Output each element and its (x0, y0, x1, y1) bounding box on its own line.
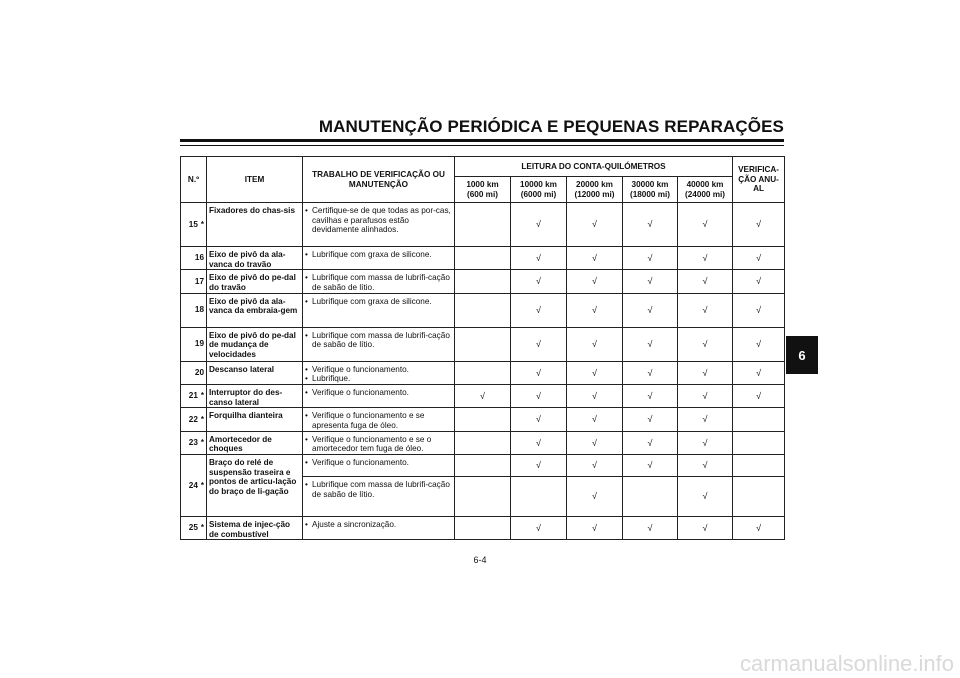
asterisk-marker: * (200, 438, 204, 448)
row-number: 16 (181, 247, 207, 270)
check-cell: √ (678, 477, 733, 517)
check-cell: √ (733, 203, 785, 247)
table-row (181, 517, 785, 540)
check-cell: √ (733, 293, 785, 327)
check-cell: √ (455, 385, 511, 408)
row-item: Sistema de injec-ção de combustível (207, 517, 303, 540)
header-km-col: 10000 km (6000 mi) (511, 177, 567, 203)
table-row (181, 408, 785, 431)
table-row (181, 270, 785, 293)
row-work: • Verifique o funcionamento. (303, 455, 455, 477)
check-cell: √ (623, 431, 678, 454)
row-number: 18 (181, 293, 207, 327)
check-cell: √ (623, 327, 678, 361)
asterisk-marker: * (200, 480, 204, 490)
check-cell: √ (623, 385, 678, 408)
check-cell: √ (623, 408, 678, 431)
check-cell: √ (733, 517, 785, 540)
check-cell: √ (733, 247, 785, 270)
check-cell (733, 455, 785, 477)
header-km-col: 1000 km (600 mi) (455, 177, 511, 203)
check-cell (733, 408, 785, 431)
title-rule-thick (180, 139, 784, 142)
asterisk-marker: * (200, 523, 204, 533)
check-cell: √ (678, 431, 733, 454)
check-cell: √ (678, 361, 733, 384)
row-number: 22 * (181, 408, 207, 431)
row-number: 19 (181, 327, 207, 361)
check-cell: √ (678, 455, 733, 477)
check-cell: √ (511, 293, 567, 327)
header-odometer: LEITURA DO CONTA-QUILÓMETROS (455, 157, 733, 177)
header-km-col: 40000 km (24000 mi) (678, 177, 733, 203)
row-item: Eixo de pivô do pe-dal do travão (207, 270, 303, 293)
check-cell: √ (567, 247, 623, 270)
row-number: 25 * (181, 517, 207, 540)
check-cell (455, 517, 511, 540)
check-cell: √ (623, 247, 678, 270)
check-cell: √ (567, 517, 623, 540)
row-item: Eixo de pivô da ala-vanca da embraia-gem (207, 293, 303, 327)
header-item: ITEM (207, 157, 303, 203)
table-row (181, 431, 785, 454)
check-cell (455, 327, 511, 361)
check-cell (455, 455, 511, 477)
row-number: 17 (181, 270, 207, 293)
footer-watermark: carmanualsonline.info (739, 651, 954, 676)
check-cell: √ (567, 477, 623, 517)
check-cell (455, 431, 511, 454)
check-cell (455, 203, 511, 247)
table-row (181, 293, 785, 327)
asterisk-marker: * (200, 414, 204, 424)
table-body (181, 203, 785, 540)
check-cell: √ (567, 293, 623, 327)
check-cell: √ (511, 431, 567, 454)
check-cell: √ (678, 203, 733, 247)
check-cell (733, 477, 785, 517)
table-row (181, 327, 785, 361)
check-cell: √ (511, 270, 567, 293)
page-title: MANUTENÇÃO PERIÓDICA E PEQUENAS REPARAÇÕES (318, 117, 784, 136)
check-cell: √ (678, 327, 733, 361)
check-cell: √ (567, 270, 623, 293)
header-annual: VERIFICA-ÇÃO ANU-AL (733, 157, 785, 203)
row-item: Braço do relé de suspensão traseira e pontos de articu-lação do braço de li-gação (207, 455, 303, 517)
check-cell: √ (567, 455, 623, 477)
check-cell: √ (567, 385, 623, 408)
row-item: Interruptor do des-canso lateral (207, 385, 303, 408)
header-work: TRABALHO DE VERIFICAÇÃO OU MANUTENÇÃO (303, 157, 455, 203)
row-work: • Lubrifique com massa de lubrifi-cação de sabão de lítio. (303, 270, 455, 293)
check-cell (455, 361, 511, 384)
header-km-col: 20000 km (12000 mi) (567, 177, 623, 203)
row-item: Forquilha dianteira (207, 408, 303, 431)
check-cell (511, 477, 567, 517)
check-cell: √ (678, 517, 733, 540)
row-work: • Lubrifique com graxa de silicone. (303, 247, 455, 270)
row-work: • Verifique o funcionamento. (303, 385, 455, 408)
check-cell: √ (511, 203, 567, 247)
check-cell: √ (623, 361, 678, 384)
check-cell: √ (511, 455, 567, 477)
check-cell: √ (511, 385, 567, 408)
table-row (181, 385, 785, 408)
row-item: Amortecedor de choques (207, 431, 303, 454)
row-number: 15 * (181, 203, 207, 247)
row-item: Descanso lateral (207, 361, 303, 384)
row-work: • Certifique-se de que todas as por-cas, cavilhas e parafusos estão devidamente alinhados. (303, 203, 455, 247)
check-cell (455, 293, 511, 327)
check-cell: √ (623, 270, 678, 293)
check-cell: √ (623, 293, 678, 327)
asterisk-marker: * (200, 391, 204, 401)
table-row (181, 455, 785, 477)
check-cell: √ (733, 327, 785, 361)
maintenance-table (180, 156, 785, 540)
check-cell: √ (567, 408, 623, 431)
check-cell (623, 477, 678, 517)
check-cell (455, 477, 511, 517)
check-cell: √ (511, 517, 567, 540)
check-cell: √ (567, 431, 623, 454)
check-cell: √ (511, 247, 567, 270)
row-number: 21 * (181, 385, 207, 408)
check-cell: √ (623, 517, 678, 540)
check-cell: √ (511, 327, 567, 361)
check-cell: √ (623, 203, 678, 247)
check-cell: √ (511, 408, 567, 431)
check-cell: √ (678, 270, 733, 293)
row-work: • Verifique o funcionamento e se o amortecedor tem fuga de óleo. (303, 431, 455, 454)
check-cell: √ (623, 455, 678, 477)
header-num: N.º (181, 157, 207, 203)
row-item: Eixo de pivô do pe-dal de mudança de velocidades (207, 327, 303, 361)
row-work: • Ajuste a sincronização. (303, 517, 455, 540)
page-number: 6-4 (473, 555, 487, 565)
chapter-tab: 6 (786, 336, 818, 374)
row-work: • Verifique o funcionamento e se apresenta fuga de óleo. (303, 408, 455, 431)
check-cell: √ (567, 361, 623, 384)
check-cell (733, 431, 785, 454)
check-cell: √ (567, 327, 623, 361)
check-cell (455, 270, 511, 293)
check-cell: √ (511, 361, 567, 384)
asterisk-marker: * (200, 219, 204, 229)
table-row (181, 247, 785, 270)
check-cell (455, 408, 511, 431)
row-work: • Lubrifique com massa de lubrifi-cação de sabão de lítio. (303, 327, 455, 361)
check-cell: √ (567, 203, 623, 247)
check-cell: √ (678, 293, 733, 327)
check-cell: √ (733, 361, 785, 384)
check-cell: √ (678, 408, 733, 431)
row-number: 24 * (181, 455, 207, 517)
check-cell: √ (678, 385, 733, 408)
row-work: • Verifique o funcionamento. • Lubrifique. (303, 361, 455, 384)
row-item: Fixadores do chas-sis (207, 203, 303, 247)
table-row (181, 203, 785, 247)
check-cell: √ (733, 270, 785, 293)
row-work: • Lubrifique com graxa de silicone. (303, 293, 455, 327)
check-cell: √ (678, 247, 733, 270)
check-cell (455, 247, 511, 270)
check-cell: √ (733, 385, 785, 408)
header-km-col: 30000 km (18000 mi) (623, 177, 678, 203)
title-rule-thin (180, 145, 784, 146)
row-number: 20 (181, 361, 207, 384)
row-work: • Lubrifique com massa de lubrifi-cação de sabão de lítio. (303, 477, 455, 517)
row-item: Eixo de pivô da ala-vanca do travão (207, 247, 303, 270)
row-number: 23 * (181, 431, 207, 454)
table-row (181, 361, 785, 384)
